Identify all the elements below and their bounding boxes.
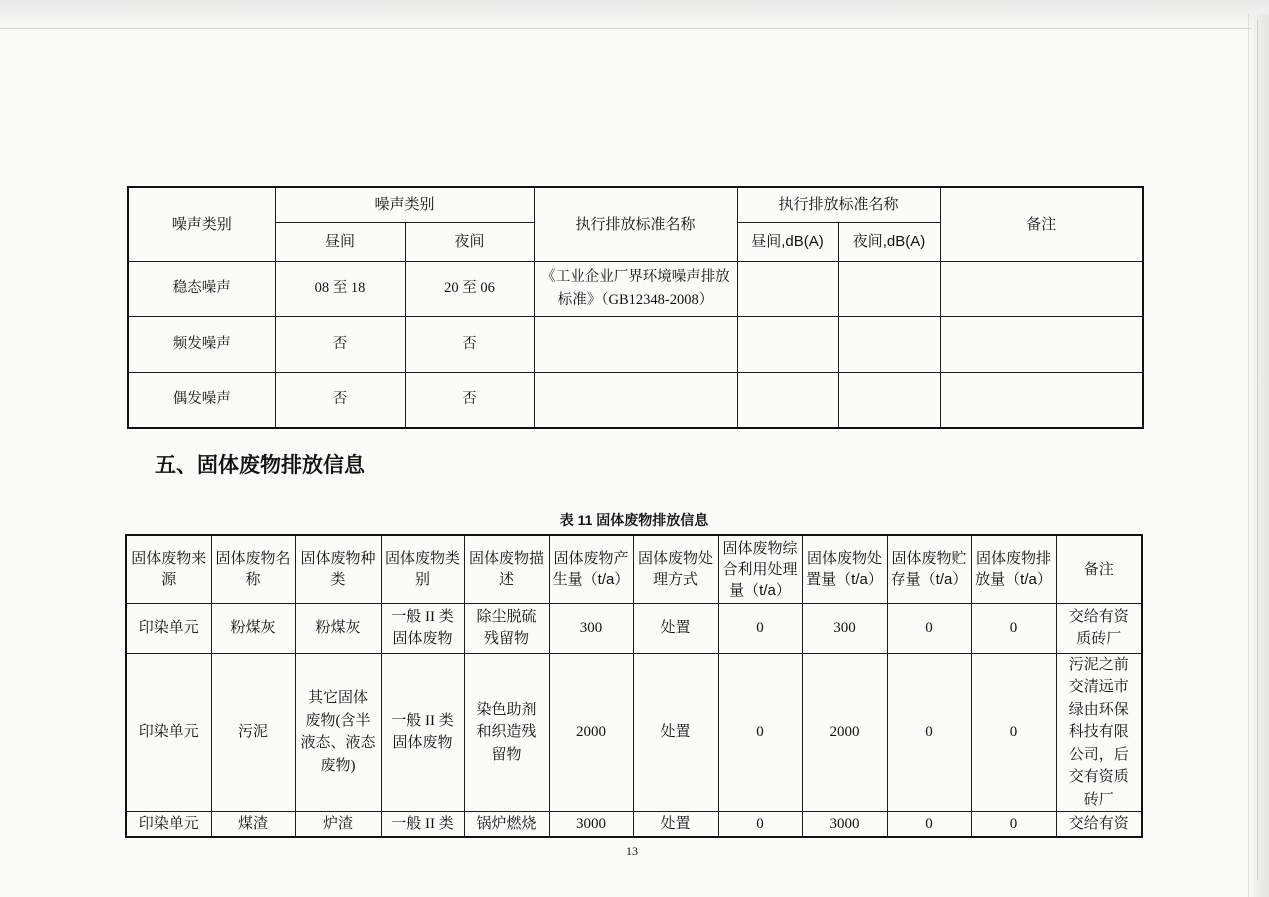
waste-cell-category: 一般 II 类 固体废物 <box>381 653 464 812</box>
table-caption: 表 11 固体废物排放信息 <box>559 512 709 528</box>
header-standard-name: 执行排放标准名称 <box>534 187 737 261</box>
waste-row <box>126 812 1142 837</box>
header-day-db: 昼间,dB(A) <box>737 222 838 261</box>
page-number: 13 <box>626 844 638 858</box>
noise-cell-night-period: 否 <box>405 316 534 372</box>
header-noise-type-group: 噪声类别 <box>275 187 534 222</box>
noise-header-row <box>128 187 1143 222</box>
header-day: 昼间 <box>275 222 405 261</box>
header-treatment: 固体废物处 理方式 <box>633 535 718 603</box>
noise-cell-day-period: 否 <box>275 316 405 372</box>
waste-cell-discharged: 0 <box>971 812 1056 837</box>
noise-cell-day-limit <box>737 316 838 372</box>
waste-header-row <box>126 535 1142 603</box>
noise-cell-night-period: 否 <box>405 372 534 428</box>
waste-cell-stored: 0 <box>887 653 971 812</box>
header-discharged: 固体废物排 放量（t/a） <box>971 535 1056 603</box>
waste-cell-source: 印染单元 <box>126 812 211 837</box>
waste-cell-name: 污泥 <box>211 653 295 812</box>
noise-cell-remark <box>940 316 1143 372</box>
waste-cell-description: 锅炉燃烧 <box>464 812 549 837</box>
noise-cell-day-period: 否 <box>275 372 405 428</box>
waste-cell-description: 染色助剂 和织造残 留物 <box>464 653 549 812</box>
noise-cell-night-limit <box>838 316 940 372</box>
waste-cell-disposed: 300 <box>802 603 887 653</box>
noise-row <box>128 372 1143 428</box>
scan-edge-top <box>0 28 1252 29</box>
noise-cell-remark <box>940 372 1143 428</box>
waste-cell-stored: 0 <box>887 812 971 837</box>
waste-table-body <box>126 603 1142 837</box>
header-noise-type: 噪声类别 <box>128 187 275 261</box>
header-name: 固体废物名 称 <box>211 535 295 603</box>
section-title: 五、固体废物排放信息 <box>155 454 365 477</box>
header-generated: 固体废物产 生量（t/a） <box>549 535 633 603</box>
header-night-db: 夜间,dB(A) <box>838 222 940 261</box>
header-stored: 固体废物贮 存量（t/a） <box>887 535 971 603</box>
waste-cell-reused: 0 <box>718 603 802 653</box>
header-night: 夜间 <box>405 222 534 261</box>
header-remark: 备注 <box>940 187 1143 261</box>
waste-cell-generated: 3000 <box>549 812 633 837</box>
waste-row <box>126 603 1142 653</box>
waste-cell-treatment: 处置 <box>633 653 718 812</box>
header-source: 固体废物来 源 <box>126 535 211 603</box>
scan-shadow-right <box>1248 14 1269 897</box>
header-disposed: 固体废物处 置量（t/a） <box>802 535 887 603</box>
waste-cell-category: 一般 II 类 <box>381 812 464 837</box>
header-kind: 固体废物种 类 <box>295 535 381 603</box>
noise-cell-standard-name: 《工业企业厂界环境噪声排放 标准》（GB12348-2008） <box>534 261 737 316</box>
noise-row <box>128 261 1143 316</box>
noise-cell-standard-name <box>534 316 737 372</box>
header-remark: 备注 <box>1056 535 1142 603</box>
waste-cell-description: 除尘脱硫 残留物 <box>464 603 549 653</box>
waste-cell-kind: 其它固体 废物(含半 液态、液态 废物) <box>295 653 381 812</box>
waste-cell-generated: 2000 <box>549 653 633 812</box>
noise-cell-noise-type: 频发噪声 <box>128 316 275 372</box>
waste-cell-reused: 0 <box>718 653 802 812</box>
waste-cell-stored: 0 <box>887 603 971 653</box>
noise-emission-table <box>127 186 1144 429</box>
noise-cell-day-limit <box>737 261 838 316</box>
waste-cell-remark: 交给有资 质砖厂 <box>1056 603 1142 653</box>
waste-cell-disposed: 2000 <box>802 653 887 812</box>
noise-cell-night-period: 20 至 06 <box>405 261 534 316</box>
noise-table-body <box>128 261 1143 428</box>
header-description: 固体废物描 述 <box>464 535 549 603</box>
noise-cell-noise-type: 偶发噪声 <box>128 372 275 428</box>
waste-cell-treatment: 处置 <box>633 603 718 653</box>
noise-cell-night-limit <box>838 261 940 316</box>
waste-cell-generated: 300 <box>549 603 633 653</box>
waste-cell-kind: 炉渣 <box>295 812 381 837</box>
noise-cell-noise-type: 稳态噪声 <box>128 261 275 316</box>
solid-waste-table <box>125 534 1143 838</box>
waste-cell-kind: 粉煤灰 <box>295 603 381 653</box>
noise-row <box>128 316 1143 372</box>
waste-cell-source: 印染单元 <box>126 653 211 812</box>
header-reused: 固体废物综 合利用处理 量（t/a） <box>718 535 802 603</box>
waste-row <box>126 653 1142 812</box>
scan-edge-right <box>1257 20 1258 880</box>
waste-cell-remark: 交给有资 <box>1056 812 1142 837</box>
waste-cell-treatment: 处置 <box>633 812 718 837</box>
waste-cell-discharged: 0 <box>971 653 1056 812</box>
noise-cell-night-limit <box>838 372 940 428</box>
noise-cell-remark <box>940 261 1143 316</box>
waste-cell-category: 一般 II 类 固体废物 <box>381 603 464 653</box>
waste-cell-disposed: 3000 <box>802 812 887 837</box>
noise-cell-standard-name <box>534 372 737 428</box>
waste-cell-discharged: 0 <box>971 603 1056 653</box>
header-standard-group: 执行排放标准名称 <box>737 187 940 222</box>
waste-cell-name: 粉煤灰 <box>211 603 295 653</box>
waste-cell-name: 煤渣 <box>211 812 295 837</box>
waste-cell-remark: 污泥之前 交清远市 绿由环保 科技有限 公司，后 交有资质 砖厂 <box>1056 653 1142 812</box>
waste-cell-reused: 0 <box>718 812 802 837</box>
noise-cell-day-limit <box>737 372 838 428</box>
noise-cell-day-period: 08 至 18 <box>275 261 405 316</box>
waste-cell-source: 印染单元 <box>126 603 211 653</box>
header-category: 固体废物类 别 <box>381 535 464 603</box>
